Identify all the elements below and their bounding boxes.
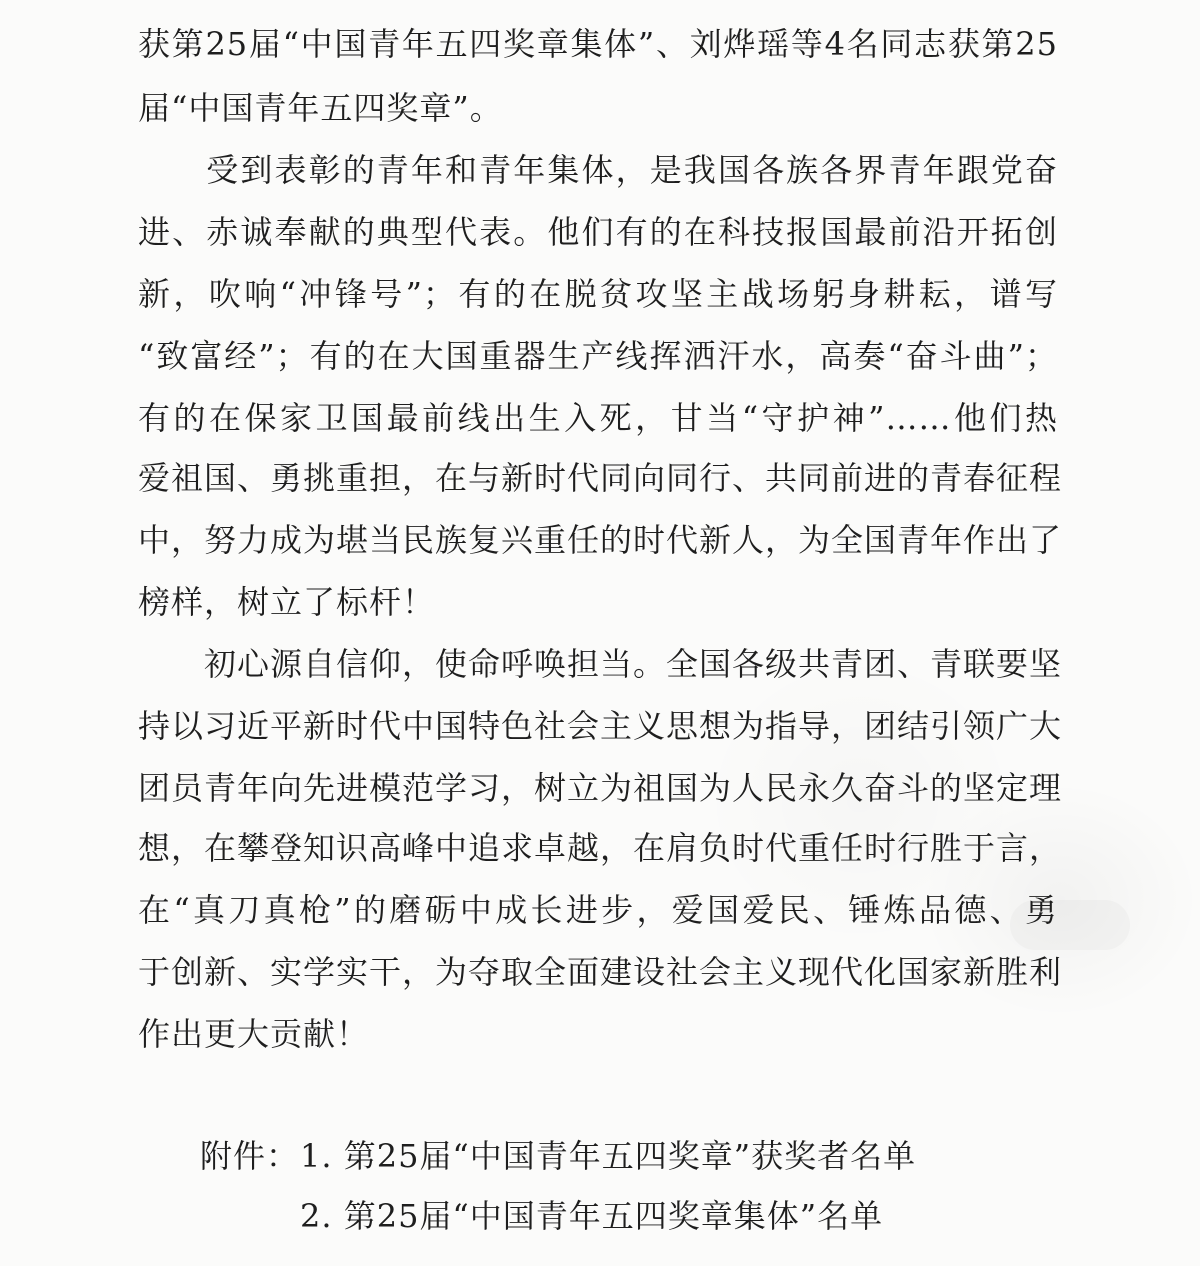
text-line-2: 届“中国青年五四奖章”。 — [138, 89, 503, 127]
attachment-label: 附件： — [200, 1137, 300, 1175]
attachment-item-2: 2. 第25届“中国青年五四奖章集体”名单 — [300, 1197, 884, 1235]
text-line-1: 获第25届“中国青年五四奖章集体”、刘烨瑶等4名同志获第25 — [138, 25, 1058, 63]
text-line-8: 爱祖国、勇挑重担，在与新时代同向同行、共同前进的青春征程 — [138, 459, 1063, 497]
text-line-15: 在“真刀真枪”的磨砺中成长进步，爱国爱民、锤炼品德、勇 — [138, 891, 1058, 929]
text-line-5: 新，吹响“冲锋号”；有的在脱贫攻坚主战场躬身耕耘，谱写 — [138, 275, 1058, 313]
text-line-6: “致富经”；有的在大国重器生产线挥洒汗水，高奏“奋斗曲”； — [138, 337, 1058, 375]
text-line-17: 作出更大贡献！ — [138, 1015, 370, 1053]
text-line-7: 有的在保家卫国最前线出生入死，甘当“守护神”……他们热 — [138, 399, 1058, 437]
text-line-13: 团员青年向先进模范学习，树立为祖国为人民永久奋斗的坚定理 — [138, 769, 1063, 807]
text-line-16: 于创新、实学实干，为夺取全面建设社会主义现代化国家新胜利 — [138, 953, 1063, 991]
text-line-11: 初心源自信仰，使命呼唤担当。全国各级共青团、青联要坚 — [138, 645, 1063, 683]
text-line-3: 受到表彰的青年和青年集体，是我国各族各界青年跟党奋 — [138, 151, 1058, 189]
text-line-12: 持以习近平新时代中国特色社会主义思想为指导，团结引领广大 — [138, 707, 1063, 745]
text-line-10: 榜样，树立了标杆！ — [138, 583, 436, 621]
text-line-14: 想，在攀登知识高峰中追求卓越，在肩负时代重任时行胜于言， — [138, 829, 1063, 867]
text-line-9: 中，努力成为堪当民族复兴重任的时代新人，为全国青年作出了 — [138, 521, 1063, 559]
attachment-item-1: 1. 第25届“中国青年五四奖章”获奖者名单 — [300, 1137, 917, 1175]
text-line-4: 进、赤诚奉献的典型代表。他们有的在科技报国最前沿开拓创 — [138, 213, 1058, 251]
